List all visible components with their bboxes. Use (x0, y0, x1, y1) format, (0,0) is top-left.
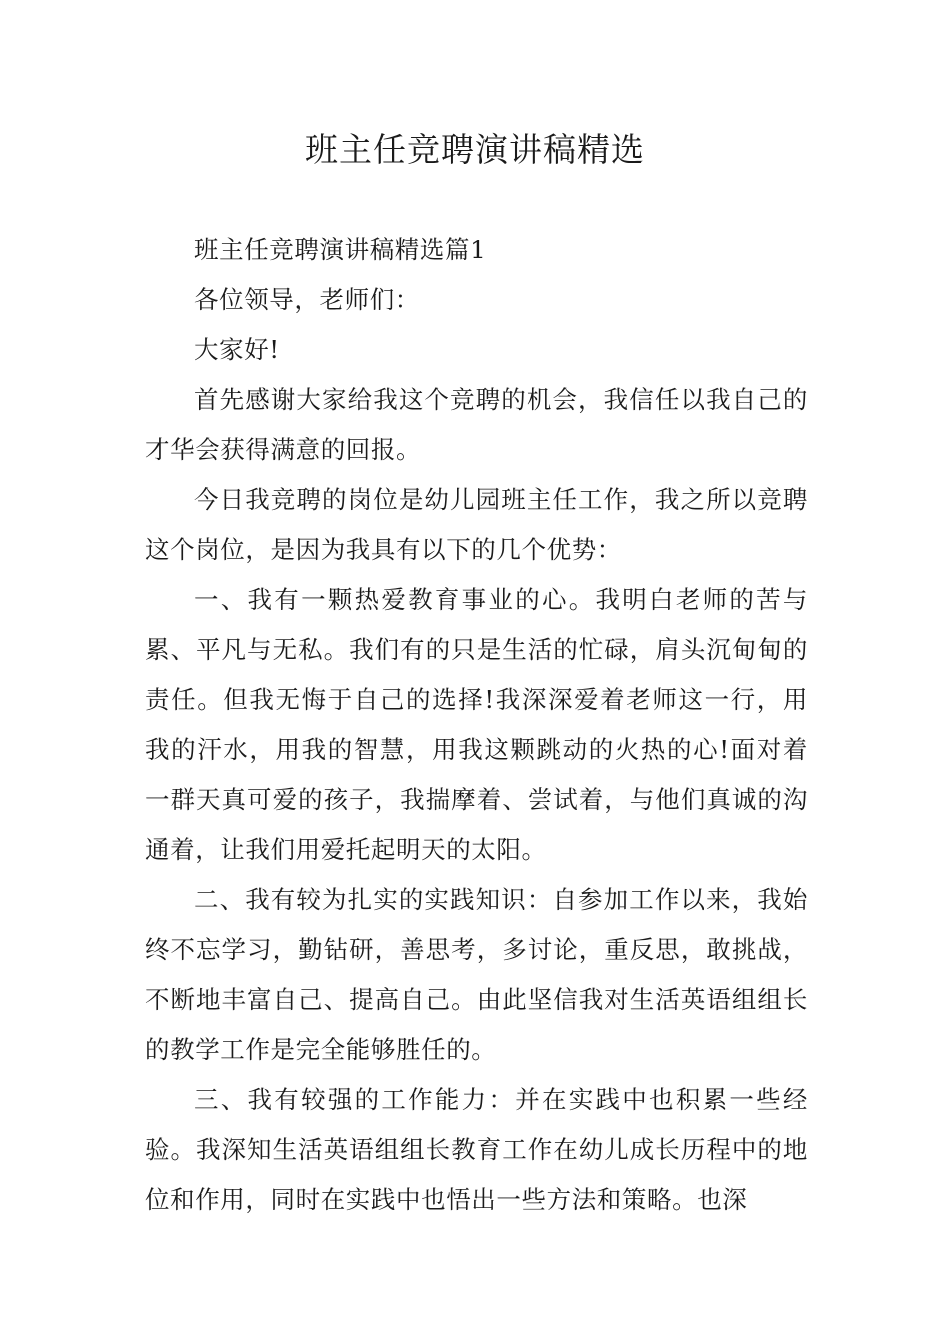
paragraph-salutation: 各位领导，老师们： (194, 285, 420, 314)
paragraph: 一、我有一颗热爱教育事业的心。我明白老师的苦与累、平凡与无私。我们有的只是生活的忙碌，肩头沉甸甸的责任。但我无悔于自己的选择!我深深爱着老师这一行，用我的汗水，用我的智慧，用我这颗跳动的火热的心!面对着一群天真可爱的孩子，我揣摩着、尝试着，与他们真诚的沟通着，让我们用爱托起明天的太阳。 (145, 585, 808, 864)
document-body (145, 225, 808, 1225)
document-title: 班主任竞聘演讲稿精选 (305, 130, 645, 169)
paragraph-heading: 班主任竞聘演讲稿精选篇1 (194, 235, 487, 264)
paragraph: 今日我竞聘的岗位是幼儿园班主任工作，我之所以竞聘这个岗位，是因为我具有以下的几个优势： (145, 485, 808, 564)
paragraph: 二、我有较为扎实的实践知识：自参加工作以来，我始终不忘学习，勤钻研，善思考，多讨论，重反思，敢挑战，不断地丰富自己、提高自己。由此坚信我对生活英语组组长的教学工作是完全能够胜任的。 (145, 885, 808, 1064)
paragraph-greeting: 大家好! (194, 335, 280, 364)
paragraph: 首先感谢大家给我这个竞聘的机会，我信任以我自己的才华会获得满意的回报。 (145, 385, 808, 464)
paragraph: 三、我有较强的工作能力：并在实践中也积累一些经验。我深知生活英语组组长教育工作在幼儿成长历程中的地位和作用，同时在实践中也悟出一些方法和策略。也深 (145, 1085, 808, 1214)
